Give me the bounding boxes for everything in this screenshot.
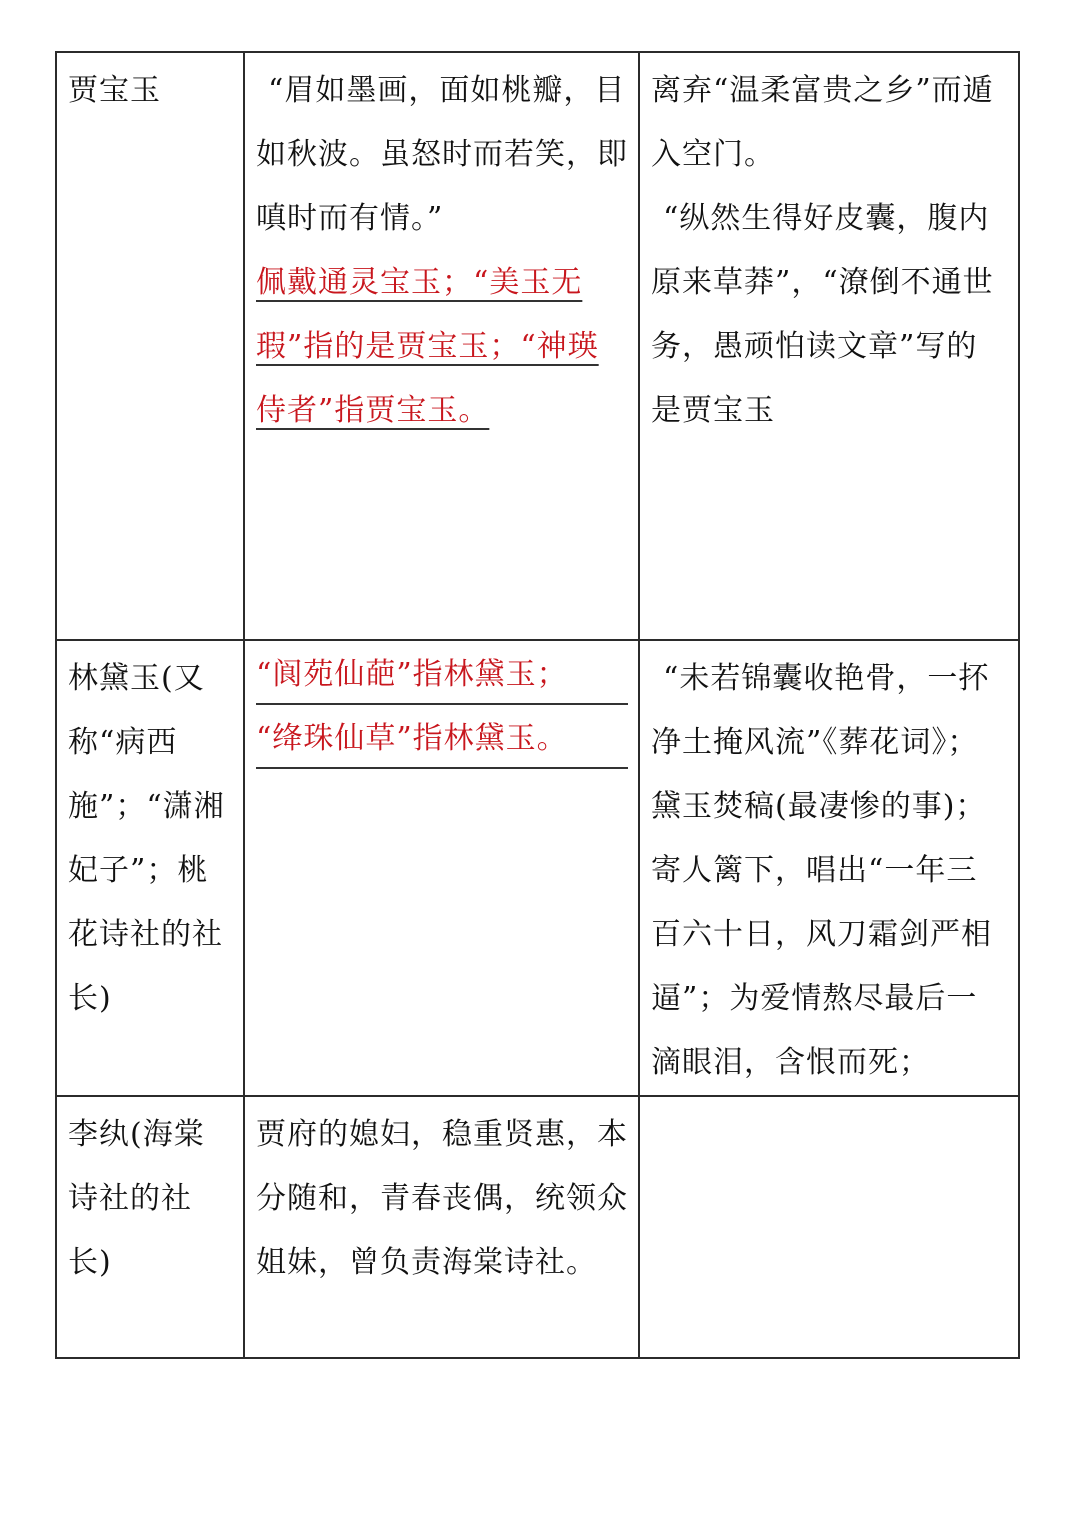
table-row	[56, 1096, 1019, 1358]
character-description: “眉如墨画，面如桃瓣，目如秋波。虽怒时而若笑，即嗔时而有情。”	[256, 73, 628, 236]
table-row	[56, 52, 1019, 640]
red-annotation: 佩戴通灵宝玉；“美玉无瑕”指的是贾宝玉；“神瑛侍者”指贾宝玉。	[256, 265, 599, 428]
table-row	[56, 640, 1019, 1096]
event-cell	[639, 52, 1019, 640]
character-name: 贾宝玉	[68, 73, 161, 108]
event-text: “未若锦囊收艳骨，一抔净土掩风流”《葬花词》；黛玉焚稿(最凄惨的事)；寄人篱下，唱出“一年三百六十日，风刀霜剑严相逼”；为爱情熬尽最后一滴眼泪，含恨而死；	[651, 661, 992, 1080]
description-cell	[244, 640, 639, 1096]
event-cell	[639, 1096, 1019, 1358]
red-annotation: “阆苑仙葩”指林黛玉；	[256, 647, 628, 705]
name-cell	[56, 640, 244, 1096]
event-text: “纵然生得好皮囊，腹内原来草莽”，“潦倒不通世务，愚顽怕读文章”写的是贾宝玉	[651, 201, 994, 428]
description-cell	[244, 52, 639, 640]
name-cell	[56, 1096, 244, 1358]
event-text: 离弃“温柔富贵之乡”而遁入空门。	[651, 73, 994, 172]
event-cell	[639, 640, 1019, 1096]
description-cell	[244, 1096, 639, 1358]
red-annotation: “绛珠仙草”指林黛玉。	[256, 711, 628, 769]
character-table	[55, 51, 1020, 1359]
character-description: 贾府的媳妇，稳重贤惠，本分随和，青春丧偶，统领众姐妹，曾负责海棠诗社。	[256, 1117, 628, 1280]
name-cell	[56, 52, 244, 640]
character-name: 李纨(海棠诗社的社长)	[68, 1117, 205, 1280]
character-name: 林黛玉(又称“病西施”；“潇湘妃子”；桃花诗社的社长)	[68, 661, 225, 1016]
